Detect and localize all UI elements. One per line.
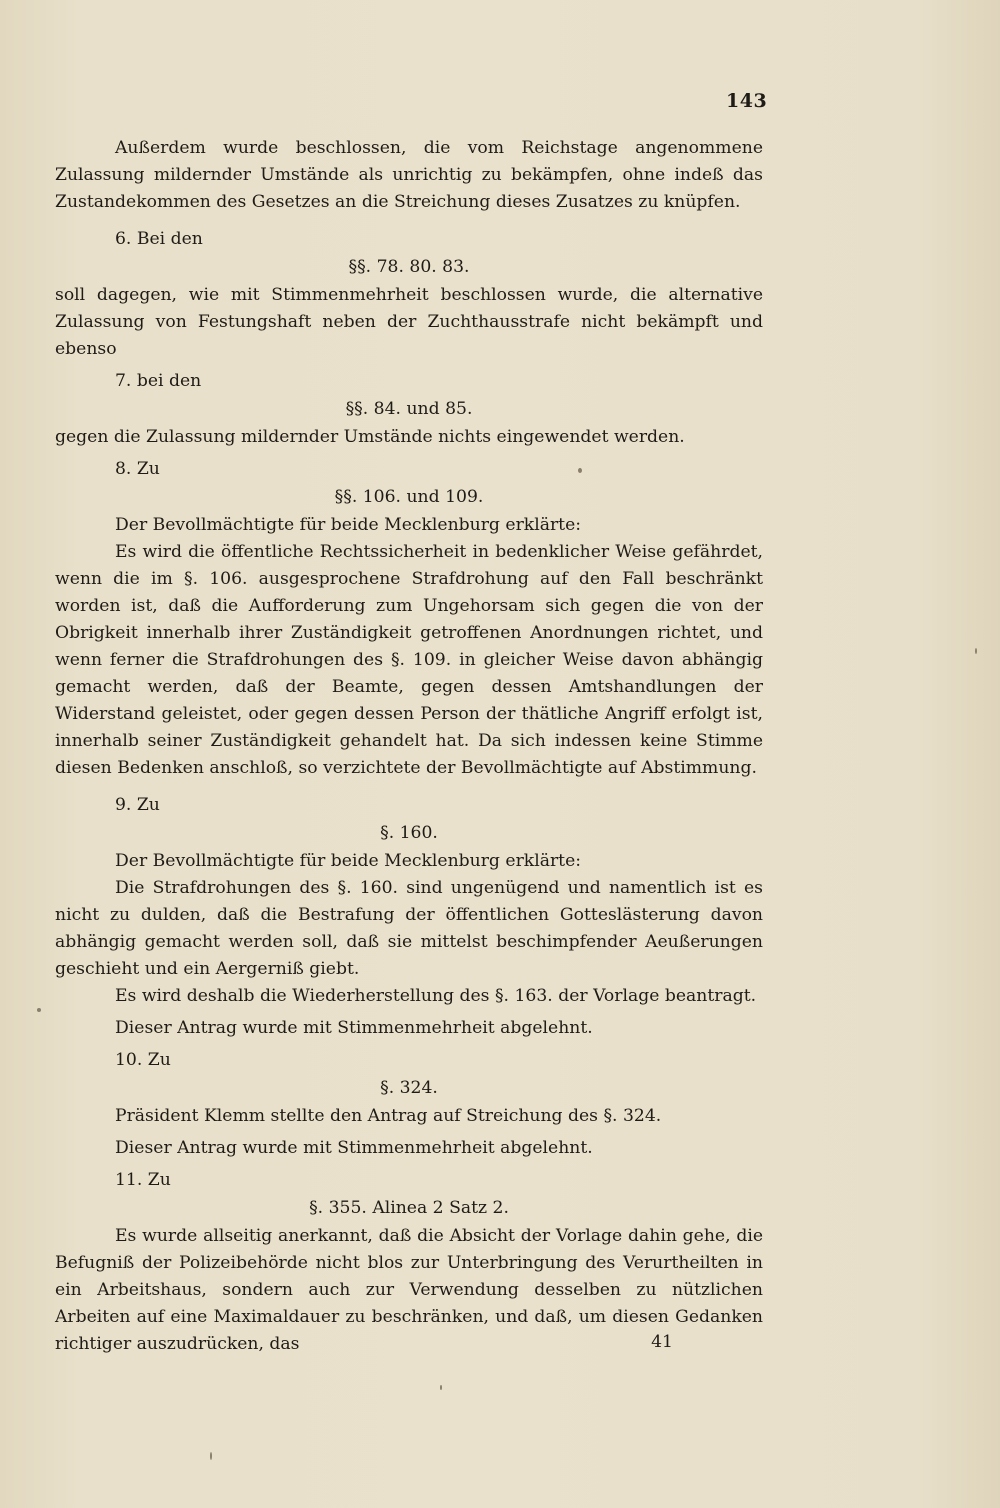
paragraph-mildernde-umstaende: gegen die Zulassung mildernder Umstände nichts eingewendet werden. bbox=[55, 427, 685, 447]
paragraph-ausserdem: Außerdem wurde beschlossen, die vom Reichstage angenommene Zulassung mildernder Umstände als unrichtig zu bekämpfen, ohne indeß das Zustandekommen des Gesetzes an die Streichung dieses Zusatzes zu knüpfen. bbox=[55, 138, 763, 212]
paragraph-antrag-abgelehnt-1: Dieser Antrag wurde mit Stimmenmehrheit abgelehnt. bbox=[115, 1018, 593, 1038]
item-number-10: 10. Zu bbox=[115, 1050, 171, 1070]
item-number-11: 11. Zu bbox=[115, 1170, 171, 1190]
paragraph-festungshaft: soll dagegen, wie mit Stimmenmehrheit beschlossen wurde, die alternative Zulassung von Festungshaft neben der Zuchthausstrafe nicht bekämpft und ebenso bbox=[55, 285, 763, 359]
paragraph-rechtssicherheit: Es wird die öffentliche Rechtssicherheit in bedenklicher Weise gefährdet, wenn die im §. 106. ausgesprochene Strafdrohung auf den Fall beschränkt worden ist, daß die Aufforderung zum Ungehorsam sich gegen die von der Obrigkeit innerhalb ihrer Zuständigkeit getroffenen Anordnungen richtet, und wenn ferner die Strafdrohungen des §. 109. in gleicher Weise davon abhängig gemacht werden, daß der Beamte, gegen dessen Amtshandlungen der Widerstand geleistet, oder gegen dessen Person der thätliche Angriff erfolgt ist, innerhalb seiner Zuständigkeit gehandelt hat. Da sich indessen keine Stimme diesen Bedenken anschloß, so verzichtete der Bevollmächtigte auf Abstimmung. bbox=[55, 542, 763, 778]
paragraph-wiederherstellung: Es wird deshalb die Wiederherstellung des §. 163. der Vorlage beantragt. bbox=[115, 986, 757, 1006]
paragraph-mecklenburg-erklaerung-2: Der Bevollmächtigte für beide Mecklenburg erklärte: bbox=[115, 851, 582, 871]
paper-speck bbox=[975, 648, 977, 654]
page-number: 143 bbox=[726, 90, 768, 112]
page-body bbox=[55, 135, 763, 1358]
paragraph-antrag-abgelehnt-2: Dieser Antrag wurde mit Stimmenmehrheit abgelehnt. bbox=[115, 1138, 593, 1158]
section-heading-355: §. 355. Alinea 2 Satz 2. bbox=[309, 1198, 509, 1218]
signature-mark: 41 bbox=[651, 1332, 673, 1352]
section-heading-84-85: §§. 84. und 85. bbox=[345, 399, 473, 419]
item-number-7: 7. bei den bbox=[115, 371, 202, 391]
paragraph-praesident-klemm: Präsident Klemm stellte den Antrag auf Streichung des §. 324. bbox=[115, 1106, 662, 1126]
paper-speck bbox=[37, 1008, 41, 1012]
paper-speck bbox=[210, 1452, 212, 1460]
paper-speck bbox=[440, 1385, 442, 1390]
paragraph-arbeitshaus: Es wurde allseitig anerkannt, daß die Absicht der Vorlage dahin gehe, die Befugniß der Polizeibehörde nicht blos zur Unterbringung des Verurtheilten in ein Arbeitshaus, sondern auch zur Verwendung desselben zu nützlichen Arbeiten auf eine Maximaldauer zu beschränken, und daß, um diesen Gedanken richtiger auszudrücken, das bbox=[55, 1226, 763, 1354]
item-number-9: 9. Zu bbox=[115, 795, 160, 815]
paragraph-gotteslaesterung: Die Strafdrohungen des §. 160. sind ungenügend und namentlich ist es nicht zu dulden, daß die Bestrafung der öffentlichen Gotteslästerung davon abhängig gemacht werden soll, daß sie mittelst beschimpfender Aeußerungen geschieht und ein Aergerniß giebt. bbox=[55, 878, 763, 979]
section-heading-78-80-83: §§. 78. 80. 83. bbox=[348, 257, 470, 277]
section-heading-160: §. 160. bbox=[380, 823, 438, 843]
paper-speck bbox=[578, 468, 582, 473]
item-number-8: 8. Zu bbox=[115, 459, 160, 479]
item-number-6: 6. Bei den bbox=[115, 229, 203, 249]
section-heading-324: §. 324. bbox=[380, 1078, 438, 1098]
section-heading-106-109: §§. 106. und 109. bbox=[334, 487, 484, 507]
paragraph-mecklenburg-erklaerung-1: Der Bevollmächtigte für beide Mecklenburg erklärte: bbox=[115, 515, 582, 535]
